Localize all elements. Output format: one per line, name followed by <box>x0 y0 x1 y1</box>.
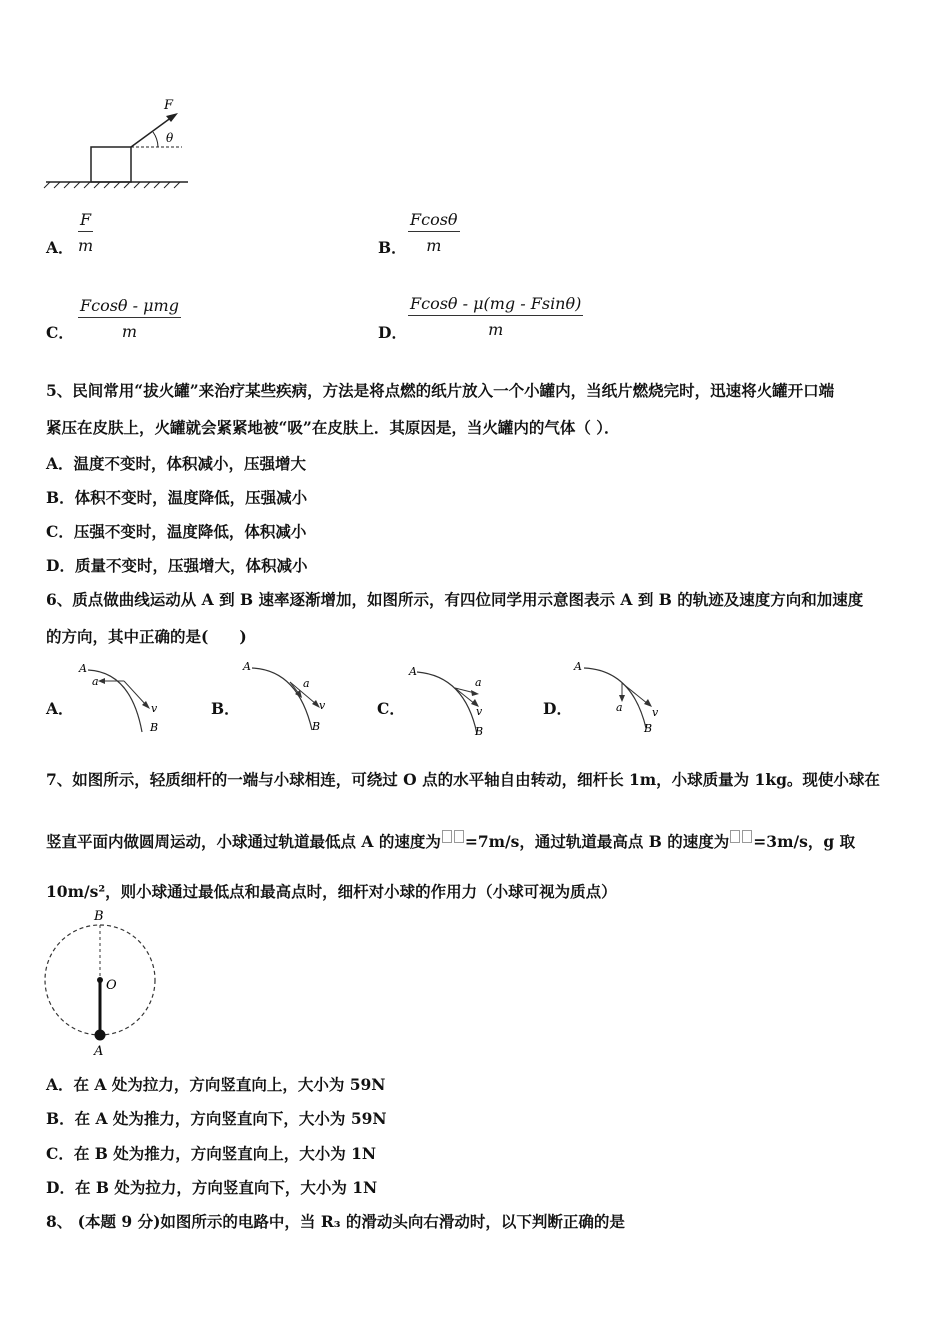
q6-option-d-diagram <box>570 660 670 738</box>
q7-stem-line2-part1: 竖直平面内做圆周运动，小球通过轨道最低点 A 的速度为 <box>46 832 441 851</box>
q4-option-a-label: A． <box>46 238 74 257</box>
q7-stem-line2-part2: =7m/s，通过轨道最高点 B 的速度为 <box>464 832 730 851</box>
angle-label: θ <box>166 131 174 145</box>
q6-option-d-label: D． <box>543 699 572 718</box>
q7-stem-line1: 7、如图所示，轻质细杆的一端与小球相连，可绕过 O 点的水平轴自由转动，细杆长 1m，小球质量为 1kg。现使小球在 <box>46 770 880 789</box>
q4-option-a-formula <box>78 210 93 255</box>
missing-symbol-icon <box>730 830 740 843</box>
center-label: O <box>106 978 117 993</box>
q4-option-d-numerator: Fcosθ - μ(mg - Fsinθ) <box>410 294 582 313</box>
q8-stem: 8、 (本题 9 分)如图所示的电路中，当 R₃ 的滑动头向右滑动时，以下判断正确的是 <box>46 1212 625 1231</box>
accel-label: a <box>92 675 99 688</box>
q6-option-a-label: A． <box>46 699 74 718</box>
q4-option-d-denominator: m <box>488 320 504 339</box>
accel-label: a <box>303 677 310 690</box>
q6-stem-line2: 的方向，其中正确的是( ) <box>46 627 247 646</box>
q4-option-c-denominator: m <box>121 322 138 341</box>
q7-option-c: C．在 B 处为推力，方向竖直向上，大小为 1N <box>46 1144 377 1163</box>
point-a-label: A <box>243 660 251 673</box>
q5-stem-line2: 紧压在皮肤上，火罐就会紧紧地被“吸”在皮肤上．其原因是，当火罐内的气体（ ）． <box>46 418 620 437</box>
q6-option-b-label: B． <box>211 699 240 718</box>
circular-motion-figure <box>40 905 165 1060</box>
missing-symbol-icon <box>442 830 452 843</box>
block <box>91 147 131 182</box>
q7-option-d: D．在 B 处为拉力，方向竖直向下，大小为 1N <box>46 1178 378 1197</box>
q4-option-c-numerator: Fcosθ - μmg <box>80 296 179 315</box>
velocity-label: v <box>319 699 326 712</box>
q6-option-b-diagram <box>240 660 335 738</box>
force-label: F <box>164 98 174 113</box>
bottom-point-label: A <box>94 1044 104 1059</box>
q4-option-a-denominator: m <box>78 236 94 255</box>
q6-option-c-diagram <box>405 662 500 740</box>
q5-stem-line1: 5、民间常用“拔火罐”来治疗某些疾病，方法是将点燃的纸片放入一个小罐内，当纸片燃烧完时，迅速将火罐开口端 <box>46 381 835 400</box>
accel-label: a <box>616 701 623 714</box>
q7-stem-line2 <box>46 830 855 852</box>
q7-stem-line2-part3: =3m/s，g 取 <box>753 832 856 851</box>
top-point-label: B <box>94 909 104 924</box>
velocity-label: v <box>652 706 659 719</box>
q6-option-c-label: C． <box>377 699 405 718</box>
velocity-label: v <box>151 702 158 715</box>
q4-option-c-formula <box>78 296 181 341</box>
q4-option-b-denominator: m <box>426 236 442 255</box>
q4-option-d-formula <box>408 294 583 339</box>
missing-symbol-icon <box>454 830 464 843</box>
q7-stem-line3: 10m/s²，则小球通过最低点和最高点时，细杆对小球的作用力（小球可视为质点） <box>46 882 617 901</box>
q4-option-a-numerator: F <box>80 210 92 229</box>
q4-option-b-label: B． <box>378 238 407 257</box>
q4-option-b-formula <box>408 210 460 255</box>
block-force-figure <box>40 95 195 190</box>
q5-option-d: D．质量不变时，压强增大，体积减小 <box>46 556 308 575</box>
q5-option-b: B．体积不变时，温度降低，压强减小 <box>46 488 308 507</box>
point-b-label: B <box>475 725 484 738</box>
q7-option-b: B．在 A 处为推力，方向竖直向下，大小为 59N <box>46 1109 387 1128</box>
point-b-label: B <box>150 721 159 734</box>
point-b-label: B <box>312 720 321 733</box>
q7-option-a: A．在 A 处为拉力，方向竖直向上，大小为 59N <box>46 1075 386 1094</box>
q5-option-c: C．压强不变时，温度降低，体积减小 <box>46 522 307 541</box>
point-a-label: A <box>574 660 582 673</box>
q4-option-d-label: D． <box>378 323 407 342</box>
q4-option-b-numerator: Fcosθ <box>410 210 458 229</box>
q5-option-a: A．温度不变时，体积减小，压强增大 <box>46 454 307 473</box>
point-a-label: A <box>79 662 87 675</box>
point-a-label: A <box>409 665 417 678</box>
q6-option-a-diagram <box>76 660 171 738</box>
velocity-label: v <box>476 705 483 718</box>
q6-stem-line1: 6、质点做曲线运动从 A 到 B 速率逐渐增加，如图所示，有四位同学用示意图表示 A 到 B 的轨迹及速度方向和加速度 <box>46 590 864 609</box>
q4-option-c-label: C． <box>46 323 74 342</box>
accel-label: a <box>475 676 482 689</box>
point-b-label: B <box>644 722 653 735</box>
missing-symbol-icon <box>742 830 752 843</box>
